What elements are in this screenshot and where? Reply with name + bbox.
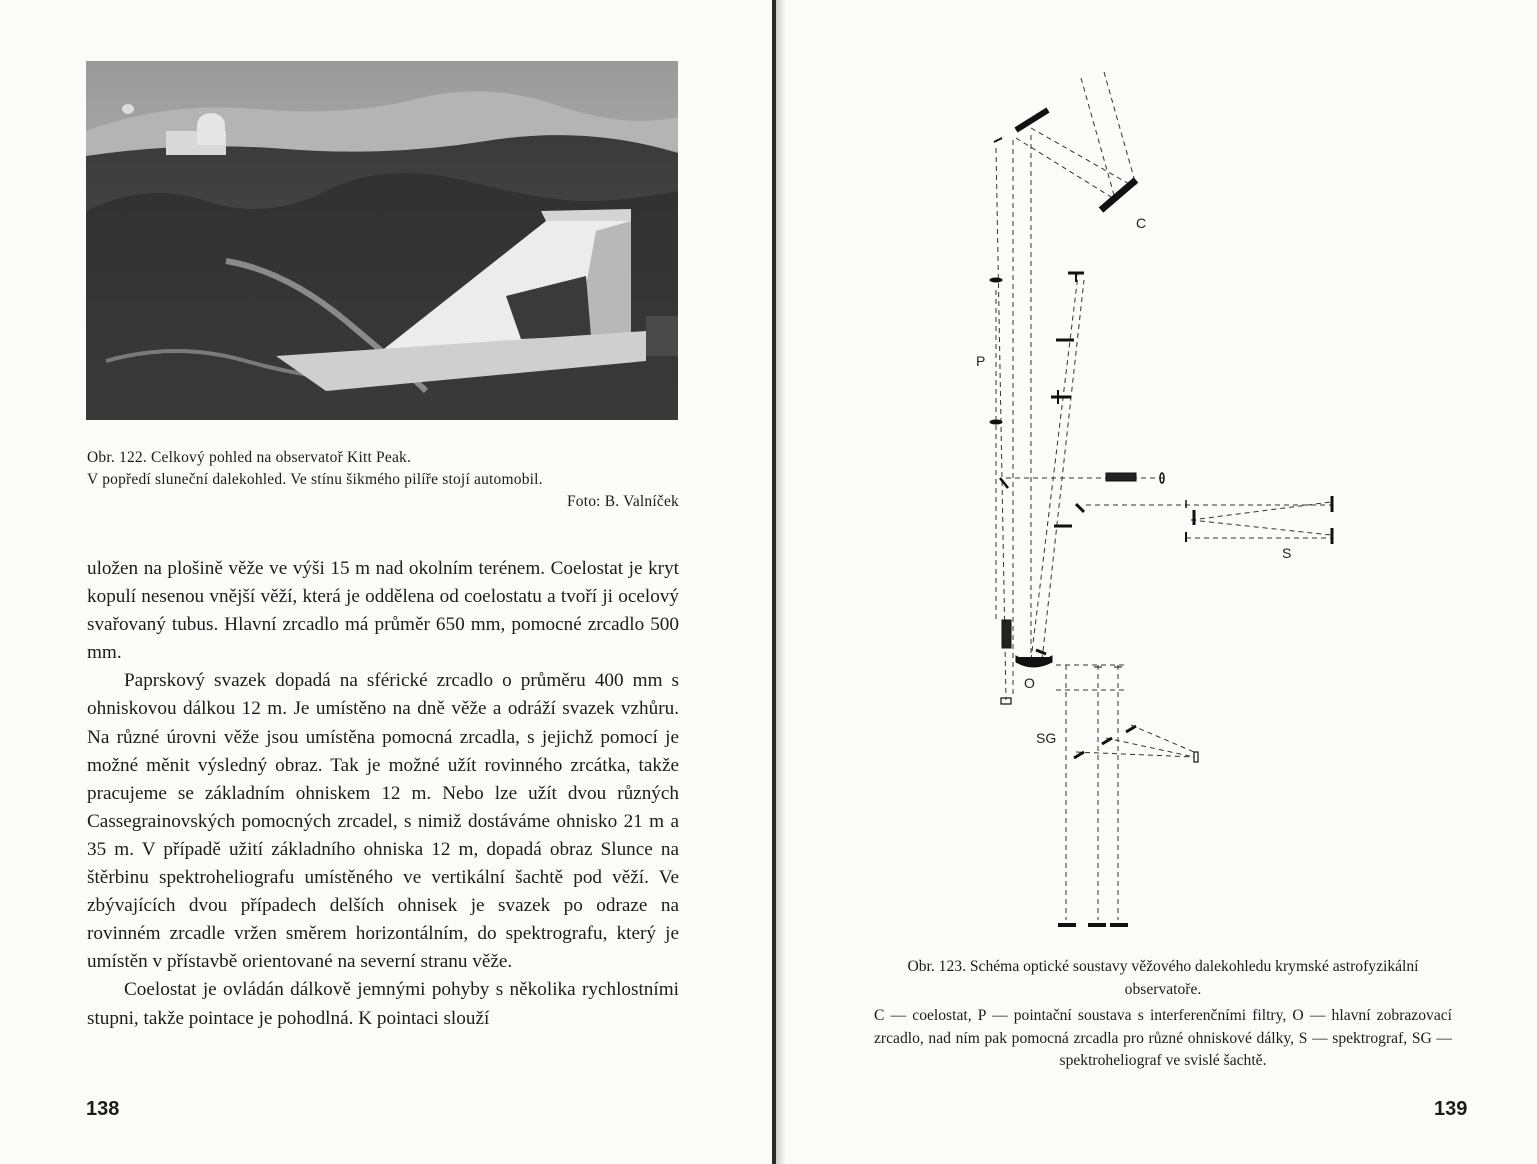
paragraph-3: Coelostat je ovládán dálkově jemnými pohyby s několika rychlostními stupni, takže pointace je pohodlná. K pointaci slouží	[87, 979, 679, 1029]
figure-123-caption	[874, 956, 1452, 1077]
kitt-peak-photo	[86, 61, 678, 420]
spine-shadow	[776, 0, 786, 1164]
figure-123-legend: C — coelostat, P — pointační soustava s interferenčními filtry, O — hlavní zobrazovací zrcadlo, nad ním pak pomocná zrcadla pro různé ohniskové dálky, S — spektrograf, SG — spektroheliograf ve svislé šachtě.	[874, 1007, 1452, 1069]
page-number: 139	[1434, 1098, 1468, 1120]
label-p: P	[976, 353, 986, 369]
label-c: C	[1136, 215, 1147, 231]
label-o: O	[1024, 675, 1035, 691]
kitt-peak-photo-image	[86, 61, 678, 420]
right-page	[786, 0, 1537, 1164]
figure-123-title: Obr. 123. Schéma optické soustavy věžového dalekohledu krymské astrofyzikální observatoře.	[907, 958, 1419, 998]
photo-credit: Foto: B. Valníček	[566, 493, 679, 510]
paragraph-1: uložen na plošině věže ve výši 15 m nad okolním terénem. Coelostat je kryt kopulí nesenou vnější věží, která je oddělena od coelostatu a tvoří ji ocelový svařovaný tubus. Hlavní zrcadlo má průměr 650 mm, pomocné zrcadlo 500 mm.	[87, 558, 679, 664]
label-sg: SG	[1036, 730, 1057, 746]
optical-scheme-diagram	[976, 60, 1456, 940]
label-s: S	[1282, 545, 1292, 561]
paragraph-2: Paprskový svazek dopadá na sférické zrcadlo o průměru 400 mm s ohniskovou dálkou 12 m. Je umístěno na dně věže a odráží svazek vzhůru. Na různé úrovni věže jsou umístěna pomocná zrcadla, s jejichž pomocí je možné měnit výsledný obraz. Tak je možné užít rovinného zrcátka, takže pracujeme se základním ohniskem 12 m. Nebo lze užít dvou různých Cassegrainovských pomocných zrcadel, s nimiž dostáváme ohnisko 21 m a 35 m. V případě užití základního ohniska 12 m, dopadá obraz Slunce na štěrbinu spektroheliografu umístěného ve vertikální šachtě pod věží. Ve zbývajících dvou případech delších ohnisek je svazek po odraze na rovinném zrcadle vržen směrem horizontálním, do spektrografu, který je umístěn v přístavbě orientované na severní stranu věže.	[87, 670, 679, 973]
caption-line-2: V popředí sluneční dalekohled. Ve stínu šikmého pilíře stojí automobil.	[87, 471, 543, 488]
figure-122-caption	[87, 447, 679, 513]
page-number: 138	[86, 1098, 120, 1120]
body-text	[87, 555, 679, 1033]
caption-line-1: Obr. 122. Celkový pohled na observatoř Kitt Peak.	[87, 449, 412, 466]
